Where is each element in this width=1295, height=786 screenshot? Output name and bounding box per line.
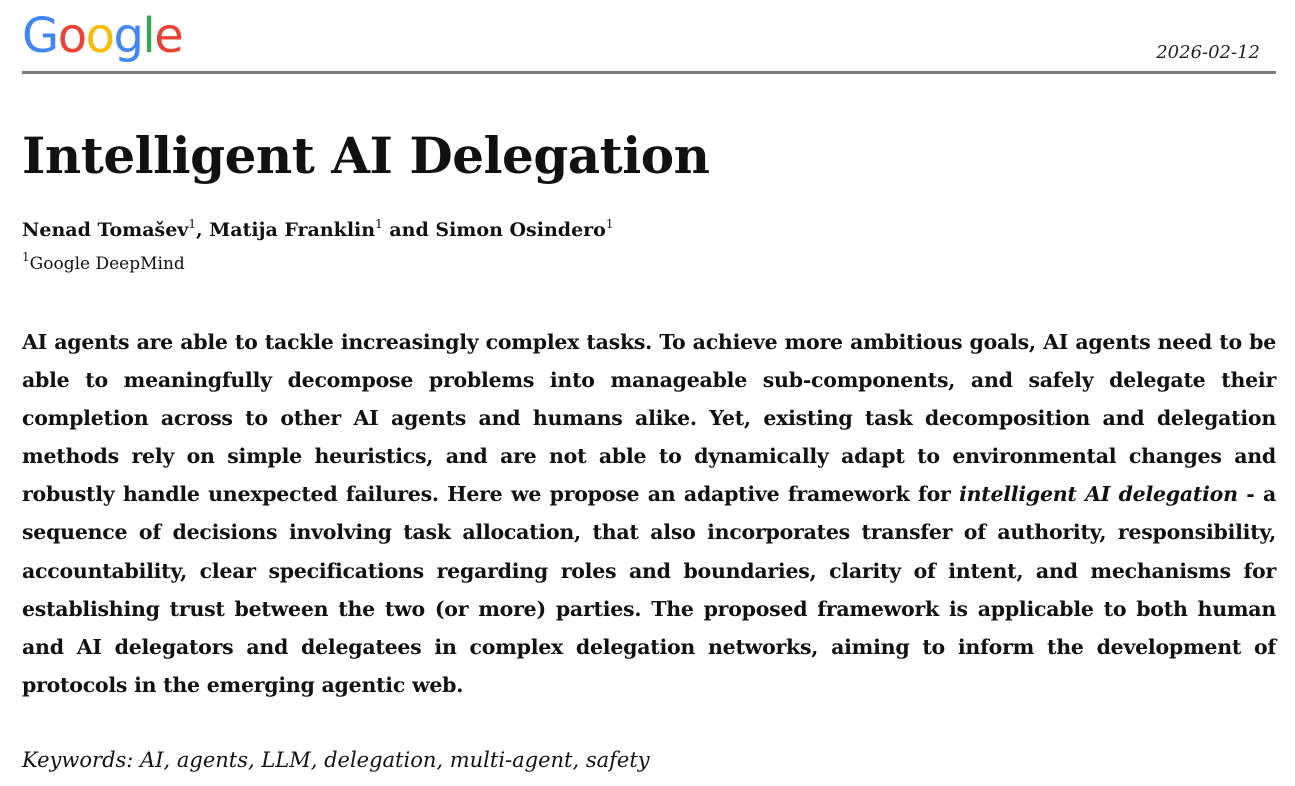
affiliation-mark: 1: [22, 250, 30, 264]
logo-letter: o: [57, 8, 86, 64]
author-affiliation-mark: 1: [375, 217, 383, 231]
page-header: [22, 8, 1276, 74]
author-list: [22, 216, 613, 244]
publication-date: 2026-02-12: [1156, 42, 1260, 63]
logo-letter: G: [22, 8, 58, 64]
abstract-text: AI agents are able to tackle increasingly complex tasks. To achieve more ambitious goals, AI agents need to be able to meaningfully decompose problems into manageable sub-components, and safely delegate their completion across to other AI agents and humans alike. Yet, existing task decomposition and delegation methods rely on simple heuristics, and are not able to dynamically adapt to environmental changes and robustly handle unexpected failures. Here we propose an adaptive framework for: [22, 330, 1276, 507]
keywords: Keywords: AI, agents, LLM, delegation, multi-agent, safety: [22, 748, 650, 772]
affiliation: [22, 252, 185, 276]
logo-letter: o: [85, 8, 114, 64]
abstract-emphasis: intelligent AI delegation: [959, 482, 1238, 507]
logo-letter: e: [154, 8, 183, 64]
header-divider: [22, 71, 1276, 74]
google-logo: [22, 8, 182, 64]
abstract: [22, 323, 1276, 704]
abstract-text: - a sequence of decisions involving task allocation, that also incorporates transfer of authority, responsibility, accountability, clear specifications regarding roles and boundaries, clarity of intent, and mechanisms for establishing trust between the two (or more) parties. The proposed framework is applicable to both human and AI delegators and delegatees in complex delegation networks, aiming to inform the development of protocols in the emerging agentic web.: [22, 482, 1276, 697]
author-affiliation-mark: 1: [188, 217, 196, 231]
author-affiliation-mark: 1: [605, 217, 614, 231]
author-name: Matija Franklin: [209, 219, 376, 241]
author-name: Simon Osindero: [435, 219, 606, 241]
author-separator: and: [382, 219, 436, 241]
affiliation-name: Google DeepMind: [29, 254, 185, 274]
author-separator: ,: [196, 219, 210, 241]
paper-title: Intelligent AI Delegation: [22, 126, 710, 185]
logo-letter: g: [113, 8, 143, 64]
author-name: Nenad Tomašev: [22, 219, 189, 241]
logo-letter: l: [142, 8, 155, 64]
